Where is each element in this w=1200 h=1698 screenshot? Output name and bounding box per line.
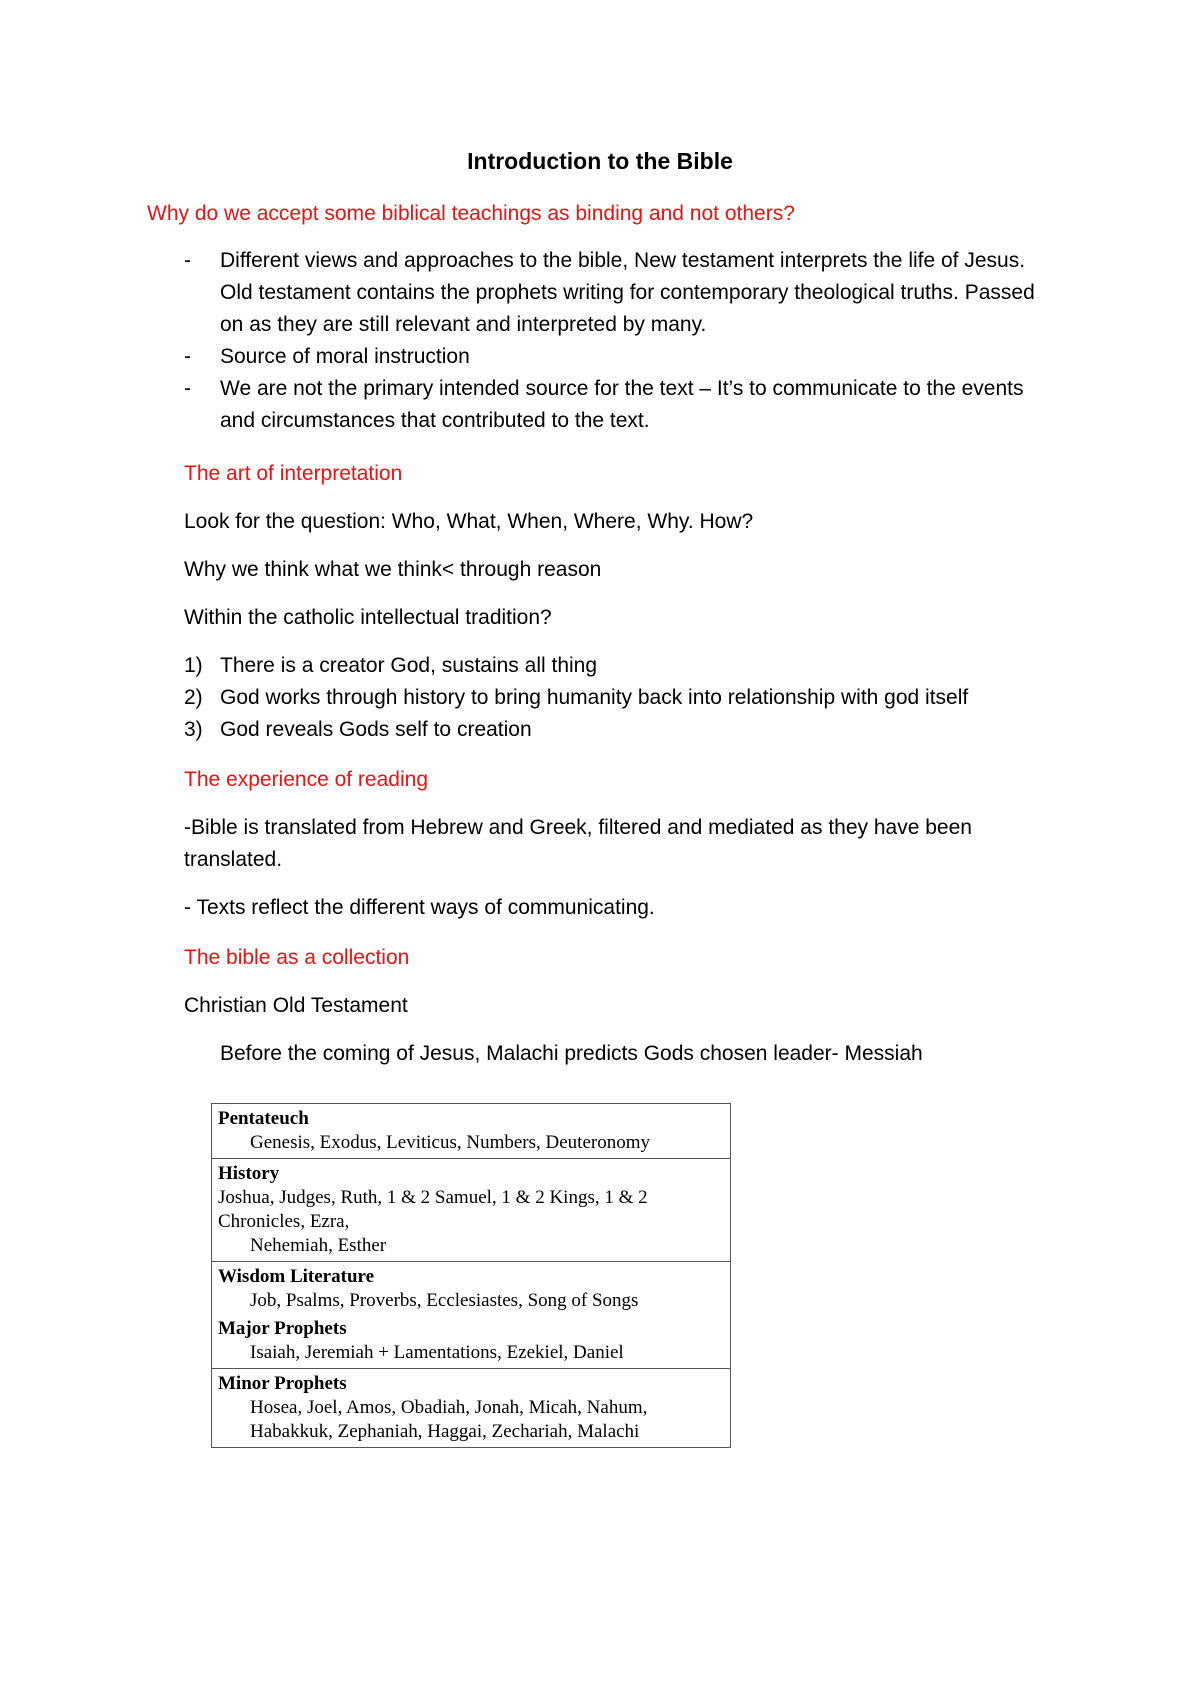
canon-books: Isaiah, Jeremiah + Lamentations, Ezekiel, Daniel (250, 1342, 624, 1363)
table-row-wisdom-and-major (212, 1262, 730, 1369)
list-item (184, 373, 1044, 437)
list-item (184, 682, 1084, 714)
document-title: Introduction to the Bible (467, 148, 733, 174)
canon-books: Hosea, Joel, Amos, Obadiah, Jonah, Micah, Nahum, (250, 1397, 648, 1418)
heading-art-of-interpretation: The art of interpretation (184, 462, 403, 485)
table-row-minor-prophets (212, 1369, 730, 1447)
canon-heading: Wisdom Literature (218, 1266, 375, 1287)
list-item-text: We are not the primary intended source for the text – It’s to communicate to the events and circumstances that contributed to the text. (220, 377, 1024, 432)
numbered-list (184, 650, 1084, 746)
collection-line: Christian Old Testament (184, 994, 408, 1017)
list-number: 3) (184, 718, 203, 741)
list-item-text: God reveals Gods self to creation (220, 718, 532, 741)
collection-line-indented: Before the coming of Jesus, Malachi predicts Gods chosen leader- Messiah (220, 1042, 923, 1065)
table-row-pentateuch (212, 1104, 730, 1159)
canon-heading: Pentateuch (218, 1108, 309, 1129)
dash-marker: - (184, 345, 191, 368)
list-number: 1) (184, 654, 203, 677)
list-item (184, 341, 1044, 373)
old-testament-canon-table (211, 1103, 731, 1448)
table-row-history (212, 1159, 730, 1262)
list-item (184, 650, 1084, 682)
list-item (184, 245, 1044, 341)
dash-marker: - (184, 377, 191, 400)
canon-group (218, 1162, 724, 1258)
canon-books: Nehemiah, Esther (250, 1235, 387, 1256)
canon-group (218, 1265, 724, 1313)
dash-list (184, 245, 1044, 437)
heading-bible-as-collection: The bible as a collection (184, 946, 410, 969)
interpretation-line: Within the catholic intellectual tradition? (184, 606, 552, 629)
canon-books: Chronicles, Ezra, (218, 1211, 350, 1232)
list-item-text: God works through history to bring humanity back into relationship with god itself (220, 686, 969, 709)
list-item (184, 714, 1084, 746)
dash-marker: - (184, 249, 191, 272)
canon-group (218, 1317, 724, 1365)
canon-heading: Minor Prophets (218, 1373, 347, 1394)
list-item-text: There is a creator God, sustains all thing (220, 654, 598, 677)
list-item-text: Different views and approaches to the bible, New testament interprets the life of Jesus. Old testament contains the prophets writing for contemporary theological truths. Passed on as they are still relevant and interpreted by many. (220, 249, 1035, 336)
interpretation-line: Why we think what we think< through reason (184, 558, 602, 581)
list-number: 2) (184, 686, 203, 709)
canon-group (218, 1372, 724, 1444)
interpretation-line: Look for the question: Who, What, When, Where, Why. How? (184, 510, 754, 533)
canon-books: Habakkuk, Zephaniah, Haggai, Zechariah, Malachi (250, 1421, 640, 1442)
heading-experience-of-reading: The experience of reading (184, 768, 428, 791)
canon-heading: History (218, 1163, 280, 1184)
reading-paragraph: - Texts reflect the different ways of communicating. (184, 896, 655, 919)
canon-heading: Major Prophets (218, 1318, 347, 1339)
canon-books: Job, Psalms, Proverbs, Ecclesiastes, Song of Songs (250, 1290, 639, 1311)
section-question: Why do we accept some biblical teachings as binding and not others? (147, 202, 795, 225)
canon-group (218, 1107, 724, 1155)
list-item-text: Source of moral instruction (220, 345, 470, 368)
canon-books: Genesis, Exodus, Leviticus, Numbers, Deuteronomy (250, 1132, 650, 1153)
canon-books: Joshua, Judges, Ruth, 1 & 2 Samuel, 1 & 2 Kings, 1 & 2 (218, 1187, 648, 1208)
reading-paragraph: -Bible is translated from Hebrew and Greek, filtered and mediated as they have been translated. (184, 816, 972, 871)
